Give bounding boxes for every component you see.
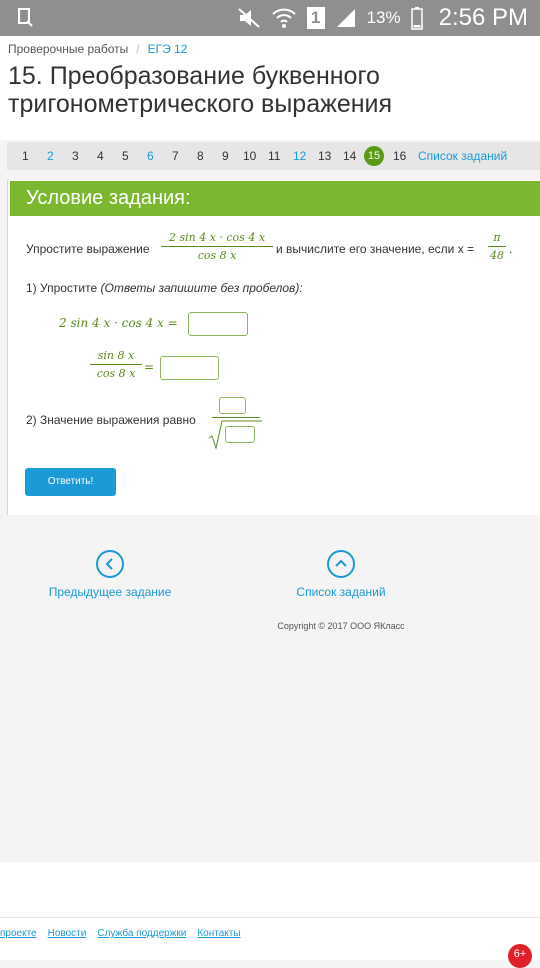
- x-denominator: 48: [490, 249, 504, 262]
- fraction-bar: [161, 246, 273, 247]
- x-numerator: π: [493, 231, 501, 244]
- pager-item-6[interactable]: 6: [147, 149, 154, 163]
- line2-fraction: [90, 349, 142, 380]
- breadcrumb: [8, 42, 187, 56]
- task-header: Условие задания:: [10, 181, 540, 216]
- pager-item-9[interactable]: 9: [222, 149, 229, 163]
- answer-fraction-bar: [212, 417, 260, 418]
- pager-item-7[interactable]: 7: [172, 149, 179, 163]
- task-list-nav[interactable]: [271, 550, 411, 599]
- footer-link-news[interactable]: Новости: [47, 928, 87, 939]
- step1-label: [26, 281, 303, 295]
- status-bar: [0, 0, 540, 36]
- submit-button[interactable]: Ответить!: [25, 468, 116, 496]
- page-title: 15. Преобразование буквенного тригонометрического выражения: [8, 62, 393, 118]
- pager-item-2[interactable]: 2: [47, 149, 54, 163]
- step2-label: 2) Значение выражения равно: [26, 413, 196, 427]
- pager-item-14[interactable]: 14: [343, 149, 357, 163]
- mute-icon: [237, 7, 261, 29]
- step1-text: 1) Упростите: [26, 281, 98, 295]
- task-intro: Упростите выражение: [26, 242, 150, 256]
- prev-task-nav[interactable]: [40, 550, 180, 599]
- pager-item-12[interactable]: 12: [293, 149, 307, 163]
- pager-item-8[interactable]: 8: [197, 149, 204, 163]
- pager-item-13[interactable]: 13: [318, 149, 332, 163]
- footer-divider: [0, 917, 540, 918]
- line1-expression: 2 sin 4 x · cos 4 x =: [59, 316, 178, 330]
- pager-item-5[interactable]: 5: [122, 149, 129, 163]
- pager-item-10[interactable]: 10: [243, 149, 257, 163]
- pager-item-15-current[interactable]: 15: [364, 146, 384, 166]
- footer-links: [0, 928, 252, 939]
- x-fraction-bar: [488, 246, 506, 247]
- copyright: Copyright © 2017 ООО ЯКласс: [277, 621, 405, 631]
- task-end: .: [509, 242, 513, 256]
- line2-fraction-bar: [90, 364, 142, 365]
- fraction-denominator: cos 8 x: [197, 249, 237, 262]
- pager-item-1[interactable]: 1: [22, 149, 29, 163]
- answer-input-denominator[interactable]: [225, 426, 255, 443]
- footer: [0, 862, 540, 960]
- task-pager: [7, 142, 540, 170]
- pager-item-16[interactable]: 16: [393, 149, 407, 163]
- pager-item-4[interactable]: 4: [97, 149, 104, 163]
- age-rating-badge: 6+: [508, 944, 532, 968]
- footer-link-contacts[interactable]: Контакты: [197, 928, 241, 939]
- breadcrumb-item-works[interactable]: Проверочные работы: [8, 42, 129, 56]
- signal-icon: [335, 7, 357, 29]
- expression-fraction: [161, 231, 273, 262]
- equals-sign: =: [144, 360, 155, 374]
- x-value-fraction: [488, 231, 506, 262]
- device-icon: [14, 6, 38, 30]
- breadcrumb-item-ege[interactable]: ЕГЭ 12: [147, 42, 188, 56]
- breadcrumb-separator: /: [136, 42, 140, 56]
- task-list-label: Список заданий: [296, 585, 386, 599]
- task-panel: [7, 180, 540, 515]
- task-list-link[interactable]: Список заданий: [418, 149, 508, 163]
- fraction-numerator: 2 sin 4 x · cos 4 x: [168, 231, 266, 244]
- sim-icon: 1: [307, 7, 325, 29]
- clock: 2:56 PM: [438, 4, 528, 31]
- chevron-up-icon: [327, 550, 355, 578]
- footer-link-support[interactable]: Служба поддержки: [97, 928, 187, 939]
- pager-item-11[interactable]: 11: [268, 149, 281, 163]
- pager-item-3[interactable]: 3: [72, 149, 79, 163]
- answer-input-1[interactable]: [188, 312, 248, 336]
- answer-input-numerator[interactable]: [219, 397, 246, 414]
- page-header: [0, 36, 540, 140]
- chevron-left-icon: [96, 550, 124, 578]
- line2-numerator: sin 8 x: [97, 349, 135, 362]
- battery-icon: [411, 6, 423, 30]
- answer-input-2[interactable]: [160, 356, 219, 380]
- task-middle: и вычислите его значение, если x =: [276, 242, 475, 256]
- line2-denominator: cos 8 x: [96, 367, 136, 380]
- footer-link-about[interactable]: проекте: [0, 928, 37, 939]
- step1-hint: (Ответы запишите без пробелов):: [100, 281, 303, 295]
- prev-task-label: Предыдущее задание: [48, 585, 172, 599]
- battery-percent: 13%: [366, 8, 401, 27]
- wifi-icon: [271, 7, 297, 29]
